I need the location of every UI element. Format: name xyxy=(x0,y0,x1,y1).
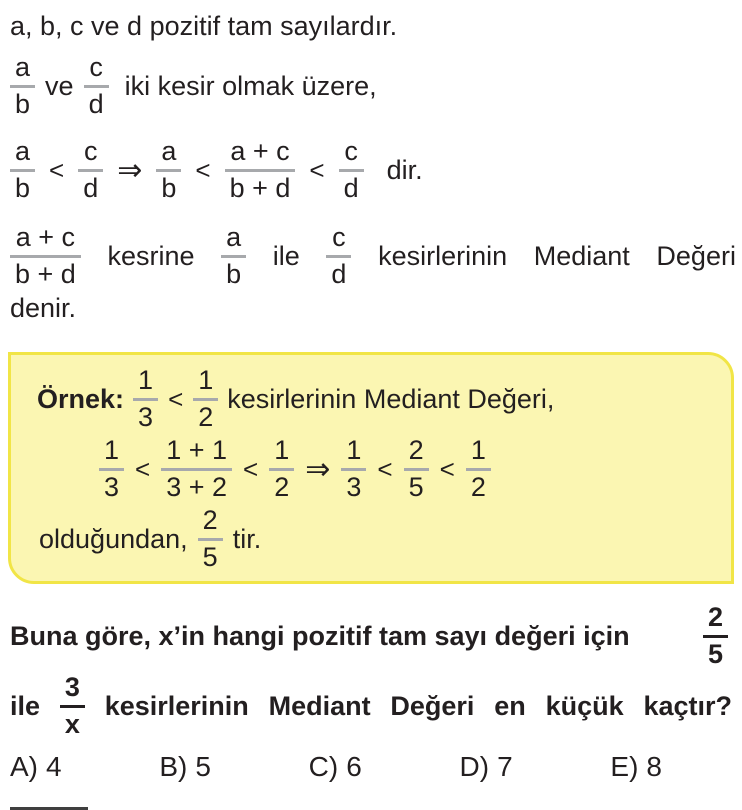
intro-line-2 xyxy=(10,54,736,118)
option-value: 8 xyxy=(646,750,662,782)
fraction-denominator: 2 xyxy=(470,471,486,502)
question-word: küçük xyxy=(545,690,624,721)
question-word: kaçtır? xyxy=(643,690,732,721)
fraction-numerator: 2 xyxy=(408,435,424,466)
less-than-sign: < xyxy=(439,453,455,484)
option-label: D) xyxy=(459,750,490,782)
connector-ve: ve xyxy=(45,70,74,101)
question-word: ile xyxy=(10,690,41,721)
fraction-c-over-d xyxy=(84,54,109,118)
question-word: Mediant xyxy=(268,690,371,721)
definition-word: kesirlerinin xyxy=(378,240,508,271)
example-conclusion-line xyxy=(39,507,717,571)
fraction-numerator: a xyxy=(161,136,177,167)
fraction-denominator: 2 xyxy=(198,401,214,432)
fraction-numerator: 1 xyxy=(138,365,154,396)
fraction-denominator: b xyxy=(15,88,31,119)
rule-suffix: dir. xyxy=(386,154,423,185)
example-head-tail: kesirlerinin Mediant Değeri, xyxy=(227,383,555,414)
fraction-c-over-d xyxy=(78,138,103,202)
fraction-mediant xyxy=(225,138,296,202)
option-b xyxy=(159,751,211,783)
fraction-denominator: b xyxy=(161,172,177,203)
mediant-rule-line xyxy=(10,138,736,202)
option-label: E) xyxy=(610,750,639,782)
option-value: 4 xyxy=(46,750,62,782)
option-a xyxy=(10,751,62,783)
fraction-numerator: c xyxy=(83,136,98,167)
fraction-denominator: d xyxy=(343,172,359,203)
fraction-three-over-x xyxy=(60,674,85,738)
fraction-one-third xyxy=(341,437,366,501)
fraction-denominator: x xyxy=(64,708,80,739)
fraction-one-half xyxy=(466,437,491,501)
fraction-numerator: c xyxy=(89,52,103,82)
fraction-numerator: c xyxy=(344,136,358,167)
definition-word: Değeri xyxy=(656,240,736,271)
less-than-sign: < xyxy=(309,154,325,185)
fraction-numerator: 1 xyxy=(274,435,290,466)
less-than-sign: < xyxy=(135,453,151,484)
fraction-two-fifths xyxy=(703,604,728,668)
question-line-1 xyxy=(10,604,728,668)
fraction-numerator: 2 xyxy=(202,505,218,536)
answer-options-row xyxy=(10,751,662,783)
fraction-a-over-b xyxy=(10,54,35,118)
intro-line-2-tail: iki kesir olmak üzere, xyxy=(124,70,377,101)
fraction-a-over-b xyxy=(221,224,246,288)
option-e xyxy=(610,751,662,783)
fraction-numerator: 1 xyxy=(198,365,214,396)
option-c xyxy=(309,751,362,783)
fraction-denominator: b + d xyxy=(15,258,76,289)
fraction-denominator: 3 xyxy=(346,471,362,502)
fraction-mediant xyxy=(10,224,81,288)
less-than-sign: < xyxy=(243,453,259,484)
question-word: en xyxy=(494,690,526,721)
conclusion-word: olduğundan, xyxy=(39,523,188,554)
fraction-numerator: c xyxy=(332,222,346,253)
less-than-sign: < xyxy=(49,154,65,185)
fraction-denominator: 5 xyxy=(408,471,424,502)
fraction-one-third xyxy=(133,367,158,431)
example-label: Örnek: xyxy=(37,383,125,414)
fraction-numerator: a + c xyxy=(230,136,290,167)
fraction-numerator: 1 xyxy=(346,435,362,466)
option-value: 7 xyxy=(497,750,513,782)
definition-line-2: denir. xyxy=(10,293,77,324)
question-word: Değeri xyxy=(390,690,475,721)
fraction-two-fifths xyxy=(404,437,429,501)
implies-arrow: ⇒ xyxy=(117,153,143,187)
option-label: A) xyxy=(10,750,38,782)
fraction-denominator: 3 + 2 xyxy=(166,471,228,502)
example-head-line xyxy=(37,367,717,431)
less-than-sign: < xyxy=(168,383,184,414)
definition-word: ile xyxy=(272,240,300,271)
question-line-2 xyxy=(10,674,732,738)
fraction-denominator: 2 xyxy=(274,471,290,502)
fraction-one-half xyxy=(269,437,294,501)
question-word: kesirlerinin xyxy=(104,690,249,721)
fraction-numerator: 3 xyxy=(64,672,80,703)
fraction-numerator: a xyxy=(226,222,242,253)
fraction-denominator: d xyxy=(331,258,347,289)
option-d xyxy=(460,751,513,783)
fraction-c-over-d xyxy=(339,138,364,202)
question-text: Buna göre, x’in hangi pozitif tam sayı değeri için xyxy=(10,620,630,651)
fraction-denominator: b xyxy=(226,258,242,289)
fraction-denominator: b xyxy=(15,172,31,203)
fraction-denominator: b + d xyxy=(229,172,291,203)
fraction-numerator: a + c xyxy=(15,222,76,253)
option-value: 6 xyxy=(346,750,362,782)
definition-word: kesrine xyxy=(107,240,195,271)
less-than-sign: < xyxy=(195,154,211,185)
fraction-numerator: 1 xyxy=(104,435,120,466)
fraction-denominator: d xyxy=(88,88,104,119)
fraction-numerator: a xyxy=(15,136,31,167)
option-label: B) xyxy=(159,750,188,782)
fraction-denominator: d xyxy=(83,172,99,203)
fraction-numerator: 1 + 1 xyxy=(166,435,228,466)
fraction-denominator: 5 xyxy=(707,638,723,669)
mediant-definition-line xyxy=(10,224,736,288)
definition-word: Mediant xyxy=(533,240,630,271)
implies-arrow: ⇒ xyxy=(305,452,331,486)
example-equation-line xyxy=(99,437,717,501)
fraction-one-half xyxy=(193,367,218,431)
option-label: C) xyxy=(308,750,339,782)
fraction-numerator: 1 xyxy=(470,435,486,466)
fraction-one-third xyxy=(99,437,124,501)
fraction-numerator: 2 xyxy=(707,602,723,633)
fraction-a-over-b xyxy=(10,138,35,202)
example-box xyxy=(8,352,734,584)
fraction-denominator: 5 xyxy=(202,541,218,572)
conclusion-word: tir. xyxy=(232,523,262,554)
fraction-two-fifths xyxy=(198,507,223,571)
fraction-a-over-b xyxy=(156,138,181,202)
fraction-c-over-d xyxy=(326,224,351,288)
fraction-numerator: a xyxy=(15,52,31,82)
fraction-mediant-sum xyxy=(161,437,232,501)
less-than-sign: < xyxy=(377,453,393,484)
fraction-denominator: 3 xyxy=(138,401,154,432)
option-value: 5 xyxy=(195,750,211,782)
fraction-denominator: 3 xyxy=(104,471,120,502)
intro-line-1: a, b, c ve d pozitif tam sayılardır. xyxy=(10,11,398,41)
